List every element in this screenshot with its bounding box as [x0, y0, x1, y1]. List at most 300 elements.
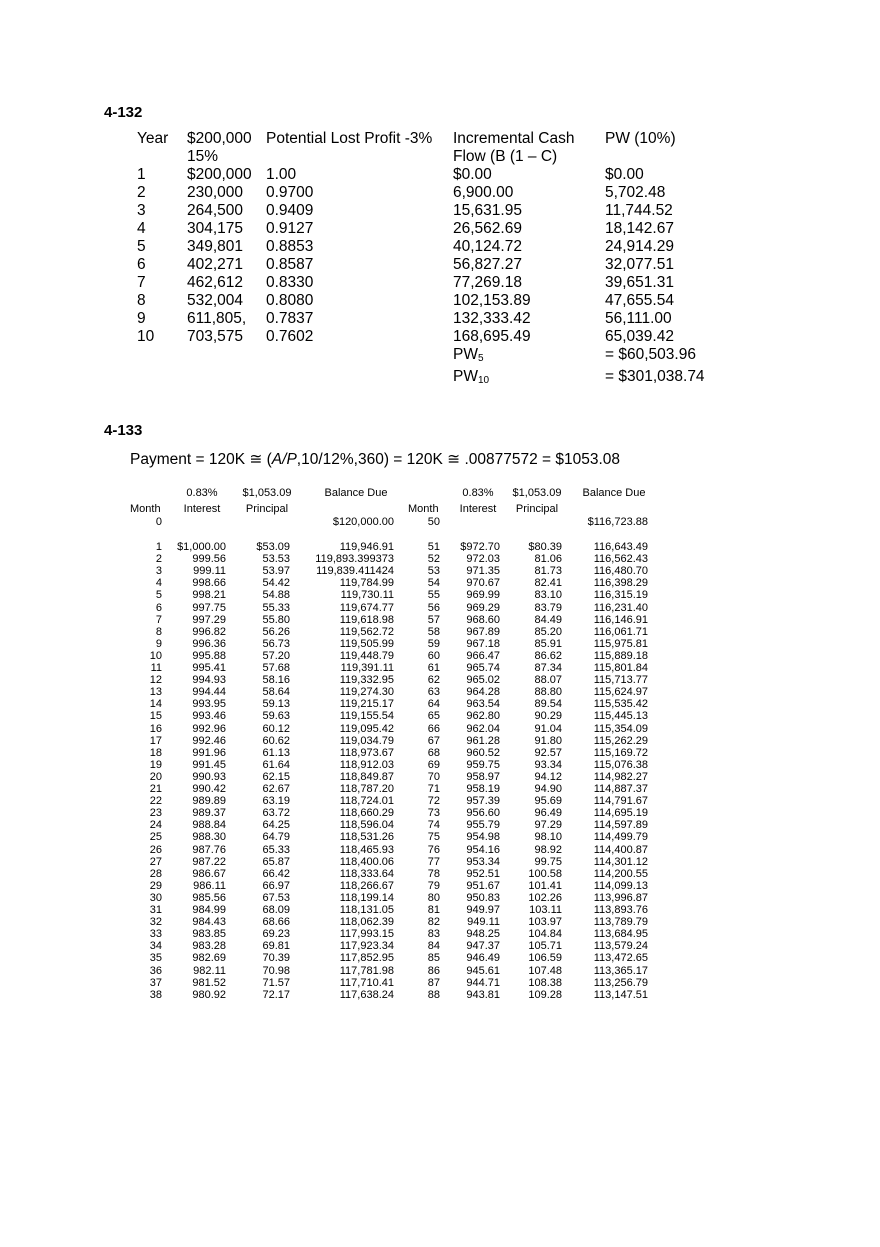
right-cell-month: 61: [427, 662, 440, 674]
right-cell-interest: 955.79: [466, 819, 500, 832]
right-cell-balance: 113,684.95: [593, 928, 648, 941]
left-cell-interest: 997.29: [192, 613, 226, 626]
right-cell-principal: 83.79: [534, 601, 562, 614]
right-cell-principal: 105.71: [528, 940, 562, 953]
right-amortization-row: [0, 940, 648, 953]
pw-table-row: [137, 292, 725, 310]
right-cell-month: 74: [427, 819, 440, 832]
cell-pw: 47,655.54: [605, 292, 674, 309]
left-cell-principal: 68.66: [262, 916, 290, 929]
right-cell-principal: 88.80: [534, 686, 562, 699]
cell-lost-profit-factor: 0.8330: [266, 274, 314, 291]
left-cell-balance: 119,215.17: [339, 698, 394, 711]
left-cell-interest: 991.45: [192, 758, 226, 771]
right-cell-interest: 945.61: [466, 964, 500, 977]
right-cell-principal: 102.26: [528, 891, 562, 904]
right-cell-balance: 115,445.13: [593, 710, 648, 723]
cell-lost-profit-factor: 0.8080: [266, 292, 314, 309]
right-cell-principal: 94.90: [534, 783, 562, 795]
right-cell-interest: 946.49: [466, 952, 500, 965]
cell-incremental-cash-flow: 132,333.42: [453, 310, 531, 327]
left-cell-principal: 69.23: [262, 928, 290, 941]
left-cell-month: 37: [149, 976, 162, 989]
left-cell-principal: 59.63: [262, 710, 290, 723]
right-cell-principal: 94.12: [534, 770, 562, 783]
left-cell-principal: 71.57: [262, 976, 290, 989]
right-header-principal-amt: $1,053.09: [512, 487, 562, 499]
left-cell-balance: 117,710.41: [339, 976, 394, 989]
right-cell-principal: 86.62: [534, 649, 562, 662]
right-cell-balance: 115,262.29: [593, 734, 648, 747]
left-cell-month: 38: [149, 988, 162, 1001]
right-cell-balance: 116,480.70: [593, 565, 648, 578]
right-cell-principal: 106.59: [528, 952, 562, 965]
left-cell-balance: 118,333.64: [339, 867, 394, 880]
right-cell-balance: 114,887.37: [593, 783, 648, 795]
right-amortization-row: [0, 964, 648, 977]
right-amortization-row: [0, 819, 648, 832]
right-cell-principal: 89.54: [534, 698, 562, 711]
cell-incremental-cash-flow: 168,695.49: [453, 328, 531, 345]
left-cell-principal: 58.64: [262, 686, 290, 699]
cell-year: 2: [137, 184, 146, 201]
left-cell-balance: 118,973.67: [339, 746, 394, 759]
left-cell-month: 6: [155, 601, 162, 614]
right-cell-balance: 115,354.09: [593, 722, 648, 735]
left-cell-balance: 118,849.87: [339, 770, 394, 783]
left-cell-month: 22: [149, 795, 162, 808]
right-cell-principal: 81.06: [534, 553, 562, 566]
left-cell-interest: 999.56: [192, 553, 226, 566]
left-cell-balance: 118,465.93: [339, 843, 394, 856]
right-cell-month: 65: [427, 710, 440, 723]
cell-pw: 18,142.67: [605, 220, 674, 237]
cell-incremental-cash-flow: 6,900.00: [453, 184, 514, 201]
pw5-row: [137, 346, 725, 368]
right-cell-month: 62: [427, 674, 440, 687]
left-cell-month: 26: [149, 843, 162, 856]
cell-incremental-cash-flow: $0.00: [453, 166, 492, 183]
left-cell-principal: 59.13: [262, 698, 290, 711]
right-cell-principal: 90.29: [534, 710, 562, 723]
header-pw: PW (10%): [605, 130, 676, 147]
left-cell-principal: 57.68: [262, 662, 290, 674]
right-cell-principal: 83.10: [534, 589, 562, 602]
right-cell-interest: 962.04: [466, 722, 500, 735]
right-cell-balance: 113,789.79: [593, 916, 648, 929]
right-cell-interest: 967.18: [466, 637, 500, 650]
right-cell-balance: 114,099.13: [593, 879, 648, 892]
left-cell-principal: 65.87: [262, 855, 290, 868]
left-cell-month: 29: [149, 879, 162, 892]
heading-4-133: 4-133: [104, 422, 143, 439]
left-cell-principal: $53.09: [256, 541, 290, 553]
cell-value-200000: 402,271: [187, 256, 244, 273]
left-cell-interest: 989.89: [192, 795, 226, 808]
left-cell-balance: 118,531.26: [339, 831, 394, 844]
left-cell-balance: 117,852.95: [339, 952, 394, 965]
left-cell-interest: $1,000.00: [177, 541, 226, 553]
left-cell-month: 8: [155, 625, 162, 638]
right-cell-month: 84: [427, 940, 440, 953]
right-cell-balance: 115,801.84: [593, 662, 648, 674]
right-cell-interest: 969.29: [466, 601, 500, 614]
right-cell-month: 53: [427, 565, 440, 578]
cell-year: 10: [137, 328, 155, 345]
cell-incremental-cash-flow: 15,631.95: [453, 202, 522, 219]
right-cell-balance: 116,231.40: [593, 601, 648, 614]
right-cell-principal: 85.20: [534, 625, 562, 638]
left-cell-balance: 118,912.03: [339, 758, 394, 771]
cell-value-200000: 532,004: [187, 292, 244, 309]
right-cell-interest: 948.25: [466, 928, 500, 941]
right-cell-month: 75: [427, 831, 440, 844]
left-cell-interest: 986.67: [192, 867, 226, 880]
right-amortization-row: [0, 783, 648, 795]
left-cell-balance: 118,400.06: [339, 855, 394, 868]
right-cell-interest: 943.81: [466, 988, 500, 1001]
left-cell-month: 36: [149, 964, 162, 977]
right-cell-interest: 958.97: [466, 770, 500, 783]
right-cell-balance: 115,624.97: [593, 686, 648, 699]
left-cell-month: 30: [149, 891, 162, 904]
left-cell-month: 10: [149, 649, 162, 662]
cell-year: 1: [137, 166, 146, 183]
cell-lost-profit-factor: 1.00: [266, 166, 297, 183]
right-amortization-row: [0, 541, 648, 553]
right-cell-balance: 114,301.12: [593, 855, 648, 868]
right-cell-month: 70: [427, 770, 440, 783]
left-cell-month: 32: [149, 916, 162, 929]
right-amortization-row: [0, 843, 648, 856]
left-cell-month: 28: [149, 867, 162, 880]
right-header-rate: 0.83%: [462, 487, 494, 499]
left-cell-interest: 980.92: [192, 988, 226, 1001]
left-cell-balance: 118,596.04: [339, 819, 394, 832]
left-cell-balance: 119,332.95: [339, 674, 394, 687]
right-cell-principal: 81.73: [534, 565, 562, 578]
cell-value-200000: 264,500: [187, 202, 244, 219]
left-cell-interest: 988.84: [192, 819, 226, 832]
left-cell-balance: 118,062.39: [339, 916, 394, 929]
right-amortization-row: [0, 565, 648, 578]
right-cell-month: 76: [427, 843, 440, 856]
right-cell-month: 66: [427, 722, 440, 735]
right-cell-month: 86: [427, 964, 440, 977]
cell-incremental-cash-flow: 40,124.72: [453, 238, 522, 255]
left-cell-month: 35: [149, 952, 162, 965]
right-cell-balance: 116,315.19: [593, 589, 648, 602]
right-cell-interest: 970.67: [466, 577, 500, 590]
left-cell-principal: 63.72: [262, 807, 290, 820]
left-cell-balance: 117,993.15: [339, 928, 394, 941]
cell-pw: $0.00: [605, 166, 644, 183]
right-cell-balance: 116,146.91: [593, 613, 648, 626]
right-amortization-row: [0, 758, 648, 771]
right-cell-principal: 107.48: [528, 964, 562, 977]
left-header-principal-amt: $1,053.09: [242, 487, 292, 499]
left-cell-interest: 994.44: [192, 686, 226, 699]
header-incremental-line2: Flow (B (1 – C): [453, 148, 558, 165]
left-cell-principal: 53.97: [262, 565, 290, 578]
cell-pw: 24,914.29: [605, 238, 674, 255]
cell-value-200000: 611,805,: [187, 310, 247, 327]
left-cell-month: 11: [150, 662, 162, 674]
right-cell-interest: 957.39: [466, 795, 500, 808]
right-cell-balance: 114,597.89: [593, 819, 648, 832]
right-cell-interest: 961.28: [466, 734, 500, 747]
left-cell-principal: 57.20: [262, 649, 290, 662]
right-cell-interest: 953.34: [466, 855, 500, 868]
right-header-interest: Interest: [459, 503, 497, 515]
right-cell-month: 54: [427, 577, 440, 590]
right-cell-principal: 88.07: [534, 674, 562, 687]
right-cell-principal: 91.04: [534, 722, 562, 735]
left-cell-balance: 119,034.79: [339, 734, 394, 747]
right-amortization-row: [0, 649, 648, 662]
right-cell-principal: 101.41: [528, 879, 562, 892]
right-cell-interest: 949.11: [467, 916, 500, 929]
left-cell-month: 16: [149, 722, 162, 735]
cell-lost-profit-factor: 0.7602: [266, 328, 314, 345]
right-amortization-row: [0, 613, 648, 626]
left-cell-principal: 62.15: [262, 770, 290, 783]
left-cell-balance: 118,266.67: [339, 879, 394, 892]
left-cell-interest: 984.99: [192, 904, 226, 916]
cell-incremental-cash-flow: 56,827.27: [453, 256, 522, 273]
right-cell-month: 67: [427, 734, 440, 747]
left-cell-month: 7: [155, 613, 162, 626]
right-cell-month: 81: [427, 904, 440, 916]
left-cell-balance: 117,781.98: [339, 964, 394, 977]
cell-pw: 32,077.51: [605, 256, 674, 273]
left-cell-month: 27: [149, 855, 162, 868]
left-cell-interest: 990.93: [192, 770, 226, 783]
right-cell-balance: 114,791.67: [593, 795, 648, 808]
right-cell-balance: 114,400.87: [593, 843, 648, 856]
left-cell-principal: 61.13: [262, 746, 290, 759]
left-cell-interest: 998.21: [192, 589, 226, 602]
left-cell-balance: 119,095.42: [339, 722, 394, 735]
left-cell-principal: 63.19: [262, 795, 290, 808]
right-cell-interest: 962.80: [466, 710, 500, 723]
left-header-month: Month: [130, 503, 161, 515]
right-cell-interest: 972.03: [466, 553, 500, 566]
left-cell-balance: 119,448.79: [339, 649, 394, 662]
left-cell-month: 14: [149, 698, 162, 711]
right-amortization-row: [0, 637, 648, 650]
right-cell-month: 71: [427, 783, 440, 795]
left-cell-principal: 65.33: [262, 843, 290, 856]
cell-pw: 65,039.42: [605, 328, 674, 345]
left-cell-principal: 55.80: [262, 613, 290, 626]
right-cell-month: 58: [427, 625, 440, 638]
right-cell-month: 85: [427, 952, 440, 965]
right-amortization-row: [0, 601, 648, 614]
left-cell-balance: 119,562.72: [339, 625, 394, 638]
cell-pw: 39,651.31: [605, 274, 674, 291]
right-amortization-row: [0, 855, 648, 868]
right-cell-interest: 971.35: [466, 565, 500, 578]
right-cell-interest: 959.75: [466, 758, 500, 771]
left-cell-month: 1: [155, 541, 162, 553]
right-amortization-row: [0, 686, 648, 699]
left-cell-principal: 55.33: [262, 601, 290, 614]
left-cell-month: 18: [149, 746, 162, 759]
left-cell-interest: 984.43: [192, 916, 226, 929]
right-cell-month: 64: [427, 698, 440, 711]
right-cell-interest: 968.60: [466, 613, 500, 626]
right-cell-month: 60: [427, 649, 440, 662]
cell-year: 8: [137, 292, 146, 309]
right-amortization-row: [0, 976, 648, 989]
right-cell-balance: 115,535.42: [593, 698, 648, 711]
right-amortization-row: [0, 746, 648, 759]
pw-table-row: [137, 310, 725, 328]
left-cell-balance: 119,155.54: [339, 710, 394, 723]
right-cell-month: 51: [427, 541, 440, 553]
left-cell-month: 21: [149, 783, 162, 795]
right-amortization-row: [0, 807, 648, 820]
cell-pw: 56,111.00: [605, 310, 672, 327]
left-cell-principal: 69.81: [262, 940, 290, 953]
right-amortization-row: [0, 770, 648, 783]
cell-year: 4: [137, 220, 146, 237]
right-cell-month: 80: [427, 891, 440, 904]
right-cell-interest: 951.67: [466, 879, 500, 892]
cell-lost-profit-factor: 0.9700: [266, 184, 314, 201]
right-cell-interest: 967.89: [466, 625, 500, 638]
right-cell-principal: 109.28: [528, 988, 562, 1001]
right-amortization-row: [0, 952, 648, 965]
left-cell-interest: 996.36: [192, 637, 226, 650]
left-initial-balance: $120,000.00: [332, 516, 394, 528]
right-cell-balance: 116,562.43: [593, 553, 648, 566]
right-cell-month: 52: [427, 553, 440, 566]
pw-table-header-row: [137, 130, 725, 166]
right-cell-interest: 960.52: [466, 746, 500, 759]
left-cell-balance: 119,274.30: [339, 686, 394, 699]
right-amortization-row: [0, 795, 648, 808]
pw-table: [137, 130, 725, 390]
pw-table-row: [137, 202, 725, 220]
right-cell-principal: 100.58: [528, 867, 562, 880]
left-cell-principal: 53.53: [262, 553, 290, 566]
right-cell-interest: 965.02: [466, 674, 500, 687]
cell-lost-profit-factor: 0.9409: [266, 202, 314, 219]
right-cell-balance: 113,256.79: [593, 976, 648, 989]
left-cell-balance: 119,946.91: [339, 541, 394, 553]
right-cell-principal: 84.49: [534, 613, 562, 626]
amortization-right-table: [0, 541, 880, 1041]
left-cell-interest: 990.42: [192, 783, 226, 795]
right-cell-principal: 108.38: [528, 976, 562, 989]
left-cell-month: 9: [155, 637, 162, 650]
right-cell-balance: 114,200.55: [593, 867, 648, 880]
pw10-row: [137, 368, 725, 390]
left-cell-interest: 995.41: [192, 662, 226, 674]
left-cell-balance: 117,923.34: [339, 940, 394, 953]
right-cell-interest: 954.98: [466, 831, 500, 844]
left-cell-month: 17: [149, 734, 162, 747]
left-cell-balance: 118,660.29: [339, 807, 394, 820]
cell-incremental-cash-flow: 102,153.89: [453, 292, 531, 309]
right-cell-balance: 113,996.87: [593, 891, 648, 904]
left-cell-interest: 988.30: [192, 831, 226, 844]
left-cell-interest: 991.96: [192, 746, 226, 759]
left-cell-interest: 993.95: [192, 698, 226, 711]
right-header-month: Month: [408, 503, 439, 515]
formula-part-b: ,10/12%,360) = 120K ≅ .00877572 = $1053.08: [296, 451, 621, 468]
right-cell-month: 88: [427, 988, 440, 1001]
cell-value-200000: 230,000: [187, 184, 244, 201]
left-header-rate: 0.83%: [186, 487, 218, 499]
right-cell-month: 56: [427, 601, 440, 614]
left-cell-interest: 994.93: [192, 674, 226, 687]
right-cell-principal: 99.75: [534, 855, 562, 868]
left-cell-principal: 72.17: [262, 988, 290, 1001]
initial-balance-row: [0, 516, 880, 530]
right-cell-principal: 96.49: [534, 807, 562, 820]
left-cell-month: 15: [149, 710, 162, 723]
right-cell-principal: 103.11: [529, 904, 562, 916]
cell-incremental-cash-flow: 26,562.69: [453, 220, 522, 237]
right-cell-month: 79: [427, 879, 440, 892]
pw-table-row: [137, 220, 725, 238]
right-cell-interest: 965.74: [466, 662, 500, 674]
left-cell-principal: 62.67: [262, 783, 290, 795]
left-header-principal: Principal: [245, 503, 289, 515]
pw10-label: $PW_{10}$: [453, 368, 490, 386]
left-cell-balance: 119,784.99: [339, 577, 394, 590]
right-amortization-row: [0, 553, 648, 566]
left-cell-month: 20: [149, 770, 162, 783]
left-cell-interest: 998.66: [192, 577, 226, 590]
right-cell-principal: 97.29: [534, 819, 562, 832]
left-cell-interest: 981.52: [192, 976, 226, 989]
right-cell-balance: 114,695.19: [593, 807, 648, 820]
left-cell-interest: 982.11: [193, 964, 226, 977]
pw10-subscript: 10: [477, 375, 490, 386]
left-cell-interest: 987.22: [192, 855, 226, 868]
right-amortization-row: [0, 589, 648, 602]
right-cell-month: 77: [427, 855, 440, 868]
left-cell-interest: 992.96: [192, 722, 226, 735]
right-cell-principal: 93.34: [534, 758, 562, 771]
left-cell-balance: 119,391.11: [340, 662, 394, 674]
left-cell-month: 5: [155, 589, 162, 602]
right-amortization-row: [0, 577, 648, 590]
cell-value-200000: $200,000: [187, 166, 252, 183]
right-amortization-row: [0, 734, 648, 747]
left-cell-interest: 987.76: [192, 843, 226, 856]
left-cell-principal: 64.79: [262, 831, 290, 844]
right-cell-balance: 113,893.76: [593, 904, 648, 916]
cell-lost-profit-factor: 0.7837: [266, 310, 314, 327]
left-cell-month: 24: [149, 819, 162, 832]
cell-lost-profit-factor: 0.8587: [266, 256, 314, 273]
cell-value-200000: 703,575: [187, 328, 244, 345]
header-200000: [187, 130, 266, 166]
formula-part-a: Payment = 120K ≅ (: [130, 451, 272, 468]
right-cell-month: 83: [427, 928, 440, 941]
header-200000-line2: 15%: [187, 148, 219, 165]
header-potential-lost-profit: Potential Lost Profit -3%: [266, 130, 433, 147]
left-header-balance-due: Balance Due: [324, 487, 388, 499]
left-cell-month: 13: [149, 686, 162, 699]
cell-year: 7: [137, 274, 146, 291]
right-amortization-row: [0, 916, 648, 929]
